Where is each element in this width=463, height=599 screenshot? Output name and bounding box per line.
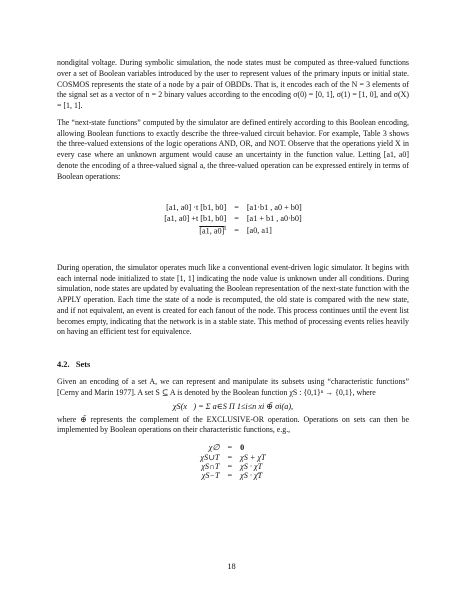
set-op-union bbox=[196, 452, 269, 462]
paragraph-2: The “next-state functions” computed by the simulator are defined entirely according to this Boolean encoding, allowing Boolean functions to exactly describe the three-valued circuit behavior. For example, Table 3 shows the three-valued extensions of the logic operations AND, OR, and NOT. Observe that the operations yield X in every case where an unknown argument would cause an uncertainty in the function value. Letting [a1, a0] denote the encoding of a three-valued signal a, the three-valued operation can be expressed entirely in terms of Boolean operations: bbox=[57, 117, 409, 181]
equation-not-rhs: [a0, a1] bbox=[246, 226, 272, 236]
set-op-intersection bbox=[196, 462, 269, 471]
paragraph-4: Given an encoding of a set A, we can represent and manipulate its subsets using “characteristic functions” [Cerny and Marin 1977]. A set S ⊆ A is denoted by the Boolean function χS : {0,1}ⁿ → {0,1}, where bbox=[57, 377, 409, 397]
set-op-intersection-rhs: χS · χT bbox=[240, 462, 263, 472]
document-page bbox=[57, 58, 409, 480]
page-number: 18 bbox=[227, 562, 236, 571]
equation-and-rhs: [a1·b1 , a0 + b0] bbox=[246, 203, 302, 213]
characteristic-function-formula: χS(x⃗) = Σ a∈S Π 1≤i≤n xi ⊕̄ σi(a), bbox=[172, 401, 294, 411]
set-op-difference-eq: = bbox=[227, 471, 233, 481]
section-title: Sets bbox=[75, 360, 91, 370]
section-heading bbox=[57, 360, 409, 369]
set-op-union-eq: = bbox=[227, 452, 233, 462]
equation-table bbox=[160, 202, 305, 237]
set-op-empty-lhs: χ∅ bbox=[208, 443, 220, 453]
set-op-intersection-eq: = bbox=[227, 462, 233, 472]
equation-or-eq: = bbox=[234, 214, 239, 224]
equation-not-eq: = bbox=[234, 226, 239, 236]
three-valued-equations bbox=[57, 202, 409, 237]
set-op-empty bbox=[196, 442, 269, 452]
paragraph-1: nondigital voltage. During symbolic simulation, the node states must be computed as three-valued functions over a set of Boolean variables introduced by the user to represent values of the primary inputs or initial state. COSMOS represents the state of a node by a pair of OBDDs. That is, it encodes each of the N = 3 elements of the signal set as a vector of n = 2 binary values according to the encoding σ(0) = [0, 1], σ(1) = [1, 0], and σ(X) = [1, 1]. bbox=[57, 58, 409, 110]
section-number: 4.2. bbox=[57, 360, 70, 370]
equation-not-lhs: [a1, a0] bbox=[199, 226, 225, 236]
equation-or bbox=[160, 213, 305, 224]
set-op-union-lhs: χS∪T bbox=[200, 453, 220, 463]
equation-or-rhs: [a1 + b1 , a0·b0] bbox=[246, 214, 302, 224]
paragraph-3: During operation, the simulator operates much like a conventional event-driven logic simulator. It begins with each internal node initialized to state [1, 1] indicating the node value is unknown under all conditions. During simulation, node states are updated by evaluating the Boolean representation of the next-state function with the APPLY operation. Each time the state of a node is recomputed, the old state is compared with the new state, and if not equivalent, an event is created for each fanout of the node. This process continues until the event list becomes empty, indicating that the network is in a stable state. This method of processing events relies heavily on having an efficient test for equivalence. bbox=[57, 262, 409, 337]
equation-not bbox=[160, 224, 305, 237]
set-op-difference bbox=[196, 471, 269, 480]
set-op-difference-rhs: χS · χ̄T bbox=[240, 471, 263, 481]
paragraph-5: where ⊕̄ represents the complement of the EXCLUSIVE-OR operation. Operations on sets can then be implemented by Boolean operations on their characteristic functions, e.g., bbox=[57, 414, 409, 435]
equation-or-lhs: [a1, a0] +t [b1, b0] bbox=[164, 214, 227, 224]
set-op-difference-lhs: χS−T bbox=[201, 471, 220, 481]
equation-not-sup: t bbox=[224, 225, 227, 233]
set-op-empty-eq: = bbox=[227, 442, 233, 452]
equation-and-eq: = bbox=[234, 203, 239, 213]
equation-and-lhs: [a1, a0] ·t [b1, b0] bbox=[166, 203, 227, 213]
set-op-intersection-lhs: χS∩T bbox=[201, 462, 220, 472]
set-operations-table bbox=[196, 442, 269, 480]
set-op-empty-rhs: 0 bbox=[240, 442, 245, 452]
equation-and bbox=[160, 202, 305, 213]
set-op-union-rhs: χS + χT bbox=[240, 452, 266, 462]
